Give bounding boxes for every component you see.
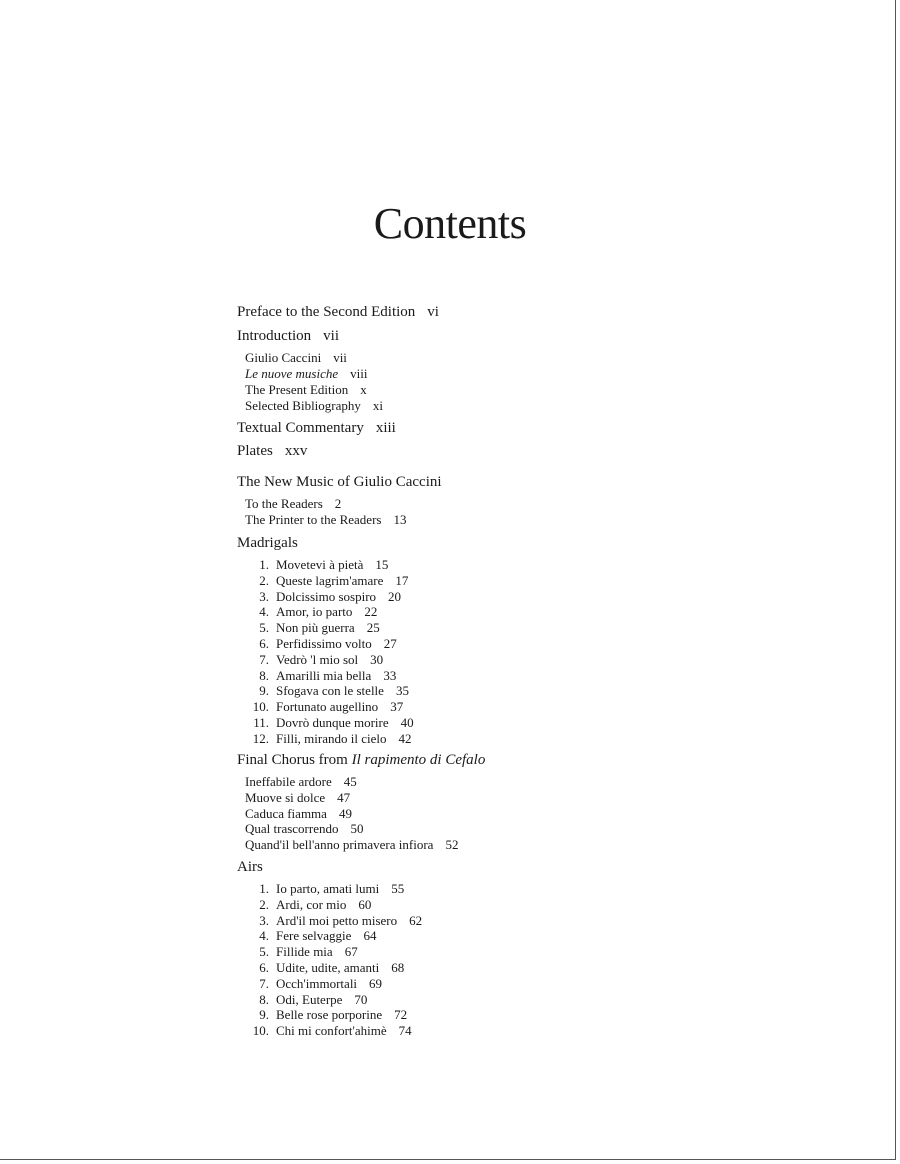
toc-entry[interactable]	[245, 897, 371, 913]
entry-number: 3.	[259, 588, 269, 604]
entry-number: 1.	[259, 557, 269, 572]
entry-label: Dolcissimo sospiro	[276, 588, 377, 604]
entry-page: 13	[393, 512, 407, 527]
entry-label: Vedrò 'l mio sol	[276, 651, 359, 667]
entry-page: 68	[391, 960, 405, 975]
entry-number: 11.	[253, 715, 269, 730]
toc-entry[interactable]	[245, 913, 422, 929]
entry-number: 3.	[259, 912, 269, 928]
toc-entry[interactable]	[245, 683, 409, 699]
entry-page: 20	[388, 588, 402, 604]
entry-number: 8.	[259, 991, 269, 1007]
toc-entry-to-the-readers[interactable]	[245, 496, 341, 512]
toc-section-new-music[interactable]	[237, 474, 442, 491]
entry-page: xi	[372, 398, 384, 413]
entry-label: Fere selvaggie	[276, 928, 352, 944]
entry-page: vii	[323, 328, 339, 344]
entry-label: Sfogava con le stelle	[276, 683, 384, 699]
entry-label: Caduca fiamma	[245, 805, 327, 821]
entry-page: xxv	[284, 443, 308, 459]
toc-entry[interactable]	[245, 992, 367, 1008]
entry-page: 37	[390, 699, 404, 715]
entry-label: Plates	[237, 443, 273, 459]
entry-number: 2.	[259, 896, 269, 912]
entry-number: 5.	[259, 944, 269, 960]
toc-entry-introduction[interactable]	[237, 328, 339, 345]
toc-section-final-chorus[interactable]	[237, 752, 485, 769]
entry-page: 25	[366, 620, 380, 636]
entry-page: 47	[337, 789, 351, 805]
entry-label: Chi mi confort'ahimè	[276, 1023, 387, 1039]
toc-section-madrigals[interactable]	[237, 535, 298, 552]
entry-number: 4.	[259, 604, 269, 620]
entry-number: 10.	[252, 1023, 269, 1039]
toc-entry-le-nuove-musiche[interactable]	[245, 366, 367, 382]
entry-label: Selected Bibliography	[245, 398, 361, 413]
entry-page: 69	[369, 975, 383, 991]
entry-page: 17	[395, 572, 409, 588]
toc-entry[interactable]	[245, 715, 414, 731]
entry-page: 67	[344, 944, 358, 960]
entry-label: Queste lagrim'amare	[276, 572, 384, 588]
entry-page: 74	[398, 1023, 412, 1039]
entry-label: Le nuove musiche	[245, 366, 339, 381]
entry-page: 22	[364, 604, 378, 620]
toc-entry[interactable]	[245, 806, 352, 822]
entry-page: x	[360, 382, 367, 397]
entry-number: 8.	[259, 667, 269, 683]
toc-entry[interactable]	[245, 620, 380, 636]
entry-number: 7.	[259, 975, 269, 991]
toc-section-airs[interactable]	[237, 859, 263, 876]
entry-page: 55	[391, 881, 405, 896]
entry-page: viii	[350, 366, 368, 381]
toc-entry-plates[interactable]	[237, 443, 307, 460]
section-label: Airs	[237, 859, 263, 875]
entry-label: Ard'il moi petto misero	[276, 912, 398, 928]
entry-page: 70	[354, 991, 368, 1007]
entry-label: Belle rose porporine	[276, 1007, 383, 1023]
entry-page: vii	[333, 350, 347, 365]
section-label: Final Chorus from	[237, 752, 348, 768]
section-label: Madrigals	[237, 535, 298, 551]
entry-page: 64	[363, 928, 377, 944]
toc-entry[interactable]	[245, 589, 401, 605]
entry-label: Fillide mia	[276, 944, 333, 960]
toc-entry[interactable]	[245, 636, 397, 652]
toc-entry[interactable]	[245, 774, 357, 790]
entry-page: 2	[334, 496, 342, 511]
toc-entry-preface[interactable]	[237, 304, 439, 321]
entry-page: 50	[350, 821, 364, 837]
toc-entry[interactable]	[245, 1023, 412, 1039]
entry-label: Dovrò dunque morire	[276, 715, 389, 730]
entry-label: Introduction	[237, 328, 312, 344]
entry-number: 9.	[259, 683, 269, 699]
toc-entry[interactable]	[245, 976, 382, 992]
page-title: Contents	[373, 199, 527, 248]
entry-number: 10.	[252, 699, 269, 715]
toc-entry[interactable]	[245, 699, 403, 715]
entry-page: 40	[400, 715, 414, 730]
entry-label: Filli, mirando il cielo	[276, 730, 387, 746]
entry-page: vi	[427, 304, 439, 320]
entry-label: Fortunato augellino	[276, 699, 379, 715]
entry-label: Io parto, amati lumi	[276, 881, 380, 896]
toc-entry[interactable]	[245, 1007, 407, 1023]
entry-label: Muove si dolce	[245, 789, 326, 805]
entry-number: 6.	[259, 960, 269, 975]
toc-entry[interactable]	[245, 837, 458, 853]
entry-label: Preface to the Second Edition	[237, 304, 416, 320]
toc-entry[interactable]	[245, 960, 404, 976]
entry-number: 7.	[259, 651, 269, 667]
entry-label: Ineffabile ardore	[245, 774, 332, 789]
entry-page: 33	[383, 667, 397, 683]
entry-number: 2.	[259, 572, 269, 588]
toc-entry-present-edition[interactable]	[245, 382, 367, 398]
toc-entry[interactable]	[245, 881, 404, 897]
entry-number: 1.	[259, 881, 269, 896]
entry-label: Giulio Caccini	[245, 350, 322, 365]
entry-label: Non più guerra	[276, 620, 355, 636]
entry-number: 12.	[252, 730, 269, 746]
entry-label: Ardi, cor mio	[276, 896, 347, 912]
entry-page: 49	[338, 805, 352, 821]
entry-page: 60	[358, 896, 372, 912]
entry-label: Amor, io parto	[276, 604, 353, 620]
entry-page: 42	[398, 730, 412, 746]
entry-number: 5.	[259, 620, 269, 636]
toc-entry[interactable]	[245, 731, 412, 747]
toc-entry[interactable]	[245, 604, 377, 620]
entry-page: 15	[375, 557, 389, 572]
entry-label: Odi, Euterpe	[276, 991, 343, 1007]
toc-entry[interactable]	[245, 573, 408, 589]
toc-entry[interactable]	[245, 557, 388, 573]
toc-entry-textual-commentary[interactable]	[237, 420, 396, 437]
toc-entry[interactable]	[245, 652, 383, 668]
toc-entry[interactable]	[245, 944, 358, 960]
entry-page: xiii	[375, 420, 396, 436]
entry-page: 35	[395, 683, 409, 699]
entry-page: 52	[445, 837, 459, 853]
entry-page: 45	[343, 774, 357, 789]
section-label: The New Music of Giulio Caccini	[237, 474, 442, 490]
entry-label: The Printer to the Readers	[245, 512, 382, 527]
entry-number: 9.	[259, 1007, 269, 1023]
toc-entry-printer-to-readers[interactable]	[245, 512, 406, 528]
toc-entry[interactable]	[245, 668, 396, 684]
toc-entry-bibliography[interactable]	[245, 398, 383, 414]
toc-entry[interactable]	[245, 928, 376, 944]
entry-label: Occh'immortali	[276, 975, 358, 991]
entry-label: Amarilli mia bella	[276, 667, 372, 683]
entry-label: Quand'il bell'anno primavera infiora	[245, 837, 434, 853]
toc-entry-giulio-caccini[interactable]	[245, 350, 347, 366]
entry-label: Perfidissimo volto	[276, 636, 372, 651]
entry-label: The Present Edition	[245, 382, 349, 397]
entry-number: 6.	[259, 636, 269, 651]
entry-label: Qual trascorrendo	[245, 821, 339, 837]
entry-page: 30	[370, 651, 384, 667]
entry-number: 4.	[259, 928, 269, 944]
entry-page: 72	[394, 1007, 408, 1023]
entry-label: Movetevi à pietà	[276, 557, 364, 572]
section-label-italic: Il rapimento di Cefalo	[351, 752, 486, 768]
entry-page: 62	[409, 912, 423, 928]
entry-label: To the Readers	[245, 496, 323, 511]
toc-entry[interactable]	[245, 790, 350, 806]
entry-label: Textual Commentary	[237, 420, 364, 436]
toc-entry[interactable]	[245, 821, 364, 837]
entry-page: 27	[383, 636, 397, 651]
entry-label: Udite, udite, amanti	[276, 960, 380, 975]
